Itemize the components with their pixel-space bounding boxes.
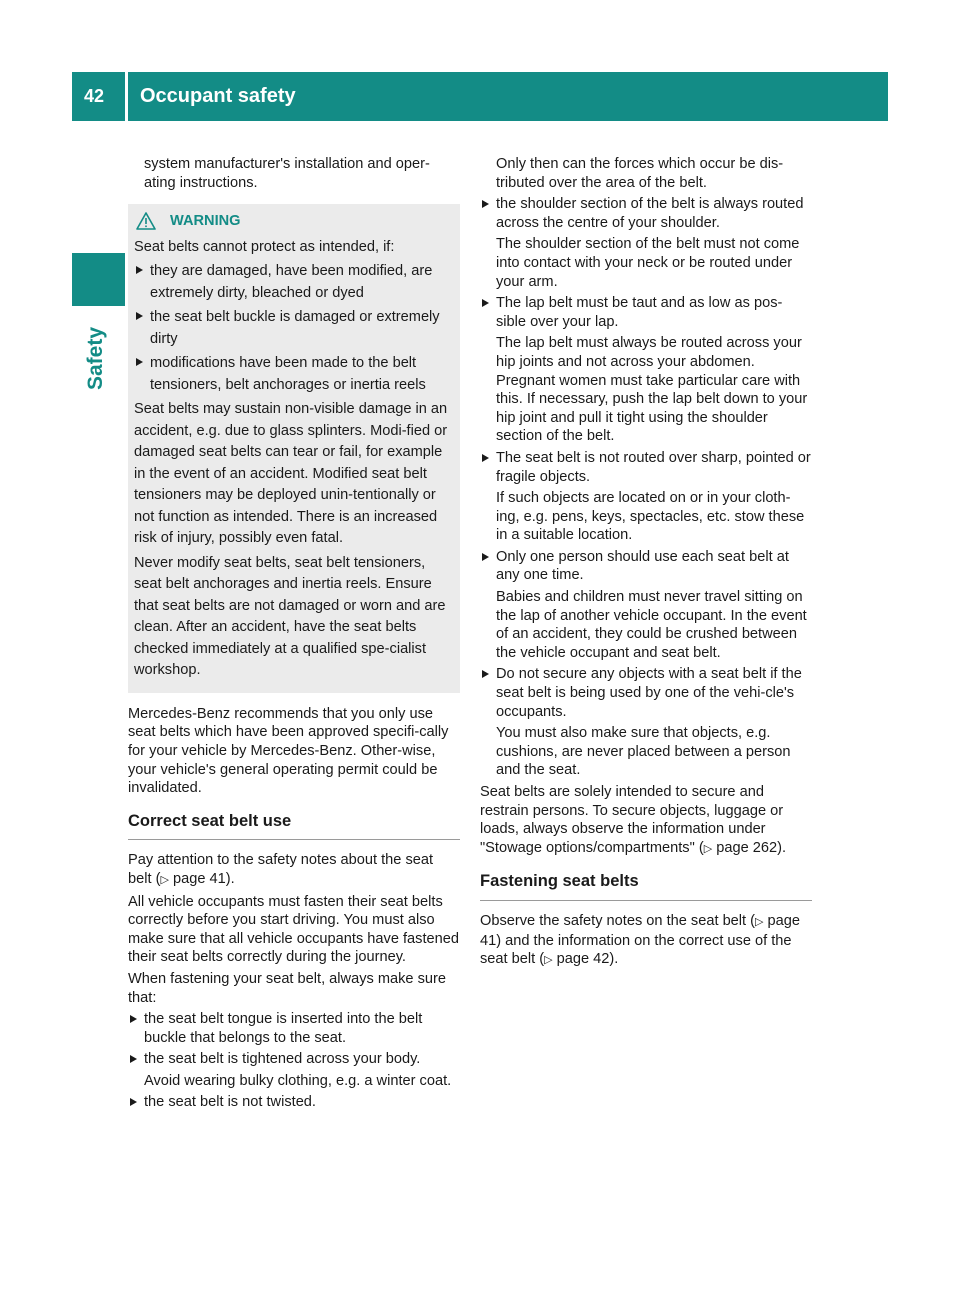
header-separator <box>125 72 128 121</box>
warning-triangle-icon <box>136 212 156 230</box>
safety-notes-paragraph: Pay attention to the safety notes about the seat belt (▷ page 41). <box>128 852 434 887</box>
page-ref-arrow-icon: ▷ <box>755 915 764 928</box>
list-item: the seat belt is not twisted. <box>128 1093 460 1112</box>
recommend-paragraph: Mercedes-Benz recommends that you only use seat belts which have been approved specifi-cally for your vehicle by Mercedes-Benz. Other-wise, your vehicle's general operating permit could be invalidated. <box>128 705 449 797</box>
section-title-fastening: Fastening seat belts <box>480 872 812 901</box>
page-ref-arrow-icon: ▷ <box>160 873 169 886</box>
list-item: the seat belt tongue is inserted into the belt buckle that belongs to the seat. <box>128 1010 460 1047</box>
list-item: Only one person should use each seat belt at any one time. Babies and children must never travel sitting on the lap of another vehicle occupant. In the event of an accident, they could be crushed between the vehicle occupant and seat belt. <box>480 548 812 663</box>
list-item: the shoulder section of the belt is always routed across the centre of your shoulder. The shoulder section of the belt must not come into contact with your neck or be routed under your arm. <box>480 195 812 291</box>
page-ref-arrow-icon: ▷ <box>703 842 713 855</box>
warning-bullet: they are damaged, have been modified, are extremely dirty, bleached or dyed <box>134 261 453 304</box>
page-ref-arrow-icon: ▷ <box>544 954 553 967</box>
list-item: the seat belt is tightened across your body. Avoid wearing bulky clothing, e.g. a winter coat. <box>128 1050 460 1090</box>
chapter-title: Occupant safety <box>140 85 296 107</box>
warning-bullet: the seat belt buckle is damaged or extremely dirty <box>134 307 453 350</box>
page-reference-link[interactable]: page 41 <box>480 912 801 949</box>
intro-paragraph: system manufacturer's installation and oper-ating instructions. <box>144 156 430 191</box>
page-number: 42 <box>84 86 105 106</box>
section-title-correct-use: Correct seat belt use <box>128 812 460 841</box>
page-reference-link[interactable]: page 42 <box>556 951 610 968</box>
warning-box <box>128 204 460 693</box>
warning-bullet: modifications have been made to the belt tensioners, belt anchorages or inertia reels <box>134 353 453 396</box>
list-item: Do not secure any objects with a seat belt if the seat belt is being used by one of the vehi-cle's occupants. You must also make sure that objects, e.g. cushions, are never placed between a person and the seat. <box>480 665 812 780</box>
occupants-paragraph: All vehicle occupants must fasten their seat belts correctly before you start driving. You must also make sure that all vehicle occupants have fastened their seat belts correctly during the journey. <box>128 893 459 966</box>
continued-paragraph: Only then can the forces which occur be dis-tributed over the area of the belt. <box>496 156 784 191</box>
side-tab-label: Safety <box>84 326 107 390</box>
fastening-lead: When fastening your seat belt, always make sure that: <box>128 970 446 1006</box>
right-column <box>480 155 812 973</box>
observe-paragraph: Observe the safety notes on the seat belt (▷ page 41) and the information on the correct use of the seat belt (▷ page 42). <box>480 912 801 968</box>
page-reference-link[interactable]: page 41 <box>172 870 226 887</box>
warning-heading <box>134 212 453 231</box>
warning-paragraph: Seat belts may sustain non-visible damage in an accident, e.g. due to glass splinters. Modi-fied or damaged seat belts can tear or fail, for example in the event of an accident. Modified seat belt tensioners may be deployed unin-tentionally or not function as intended. There is an increased risk of injury, possibly even fatal. <box>134 401 448 547</box>
solely-paragraph: Seat belts are solely intended to secure and restrain persons. To secure objects, luggage or loads, always observe the information under "Stowage options/compartments" (▷ page 262). <box>480 784 787 856</box>
page-reference-link[interactable]: page 262 <box>716 839 778 856</box>
warning-lead: Seat belts cannot protect as intended, if: <box>134 238 395 255</box>
warning-paragraph: Never modify seat belts, seat belt tensioners, seat belt anchorages and inertia reels. Ensure that seat belts are not damaged or worn and are clean. After an accident, have the seat belts checked immediately at a qualified spe-cialist workshop. <box>134 554 446 679</box>
list-item: The lap belt must be taut and as low as pos-sible over your lap. The lap belt must always be routed across your hip joints and not across your abdomen. Pregnant women must take particular care with this. If necessary, push the lap belt down to your hip joint and pull it tight using the shoulder section of the belt. <box>480 294 812 446</box>
list-item: The seat belt is not routed over sharp, pointed or fragile objects. If such objects are located on or in your cloth-ing, e.g. pens, keys, spectacles, etc. stow these in a suitable location. <box>480 449 812 545</box>
warning-title: WARNING <box>170 213 241 230</box>
left-column <box>128 155 460 1115</box>
side-tab-marker <box>72 253 125 306</box>
